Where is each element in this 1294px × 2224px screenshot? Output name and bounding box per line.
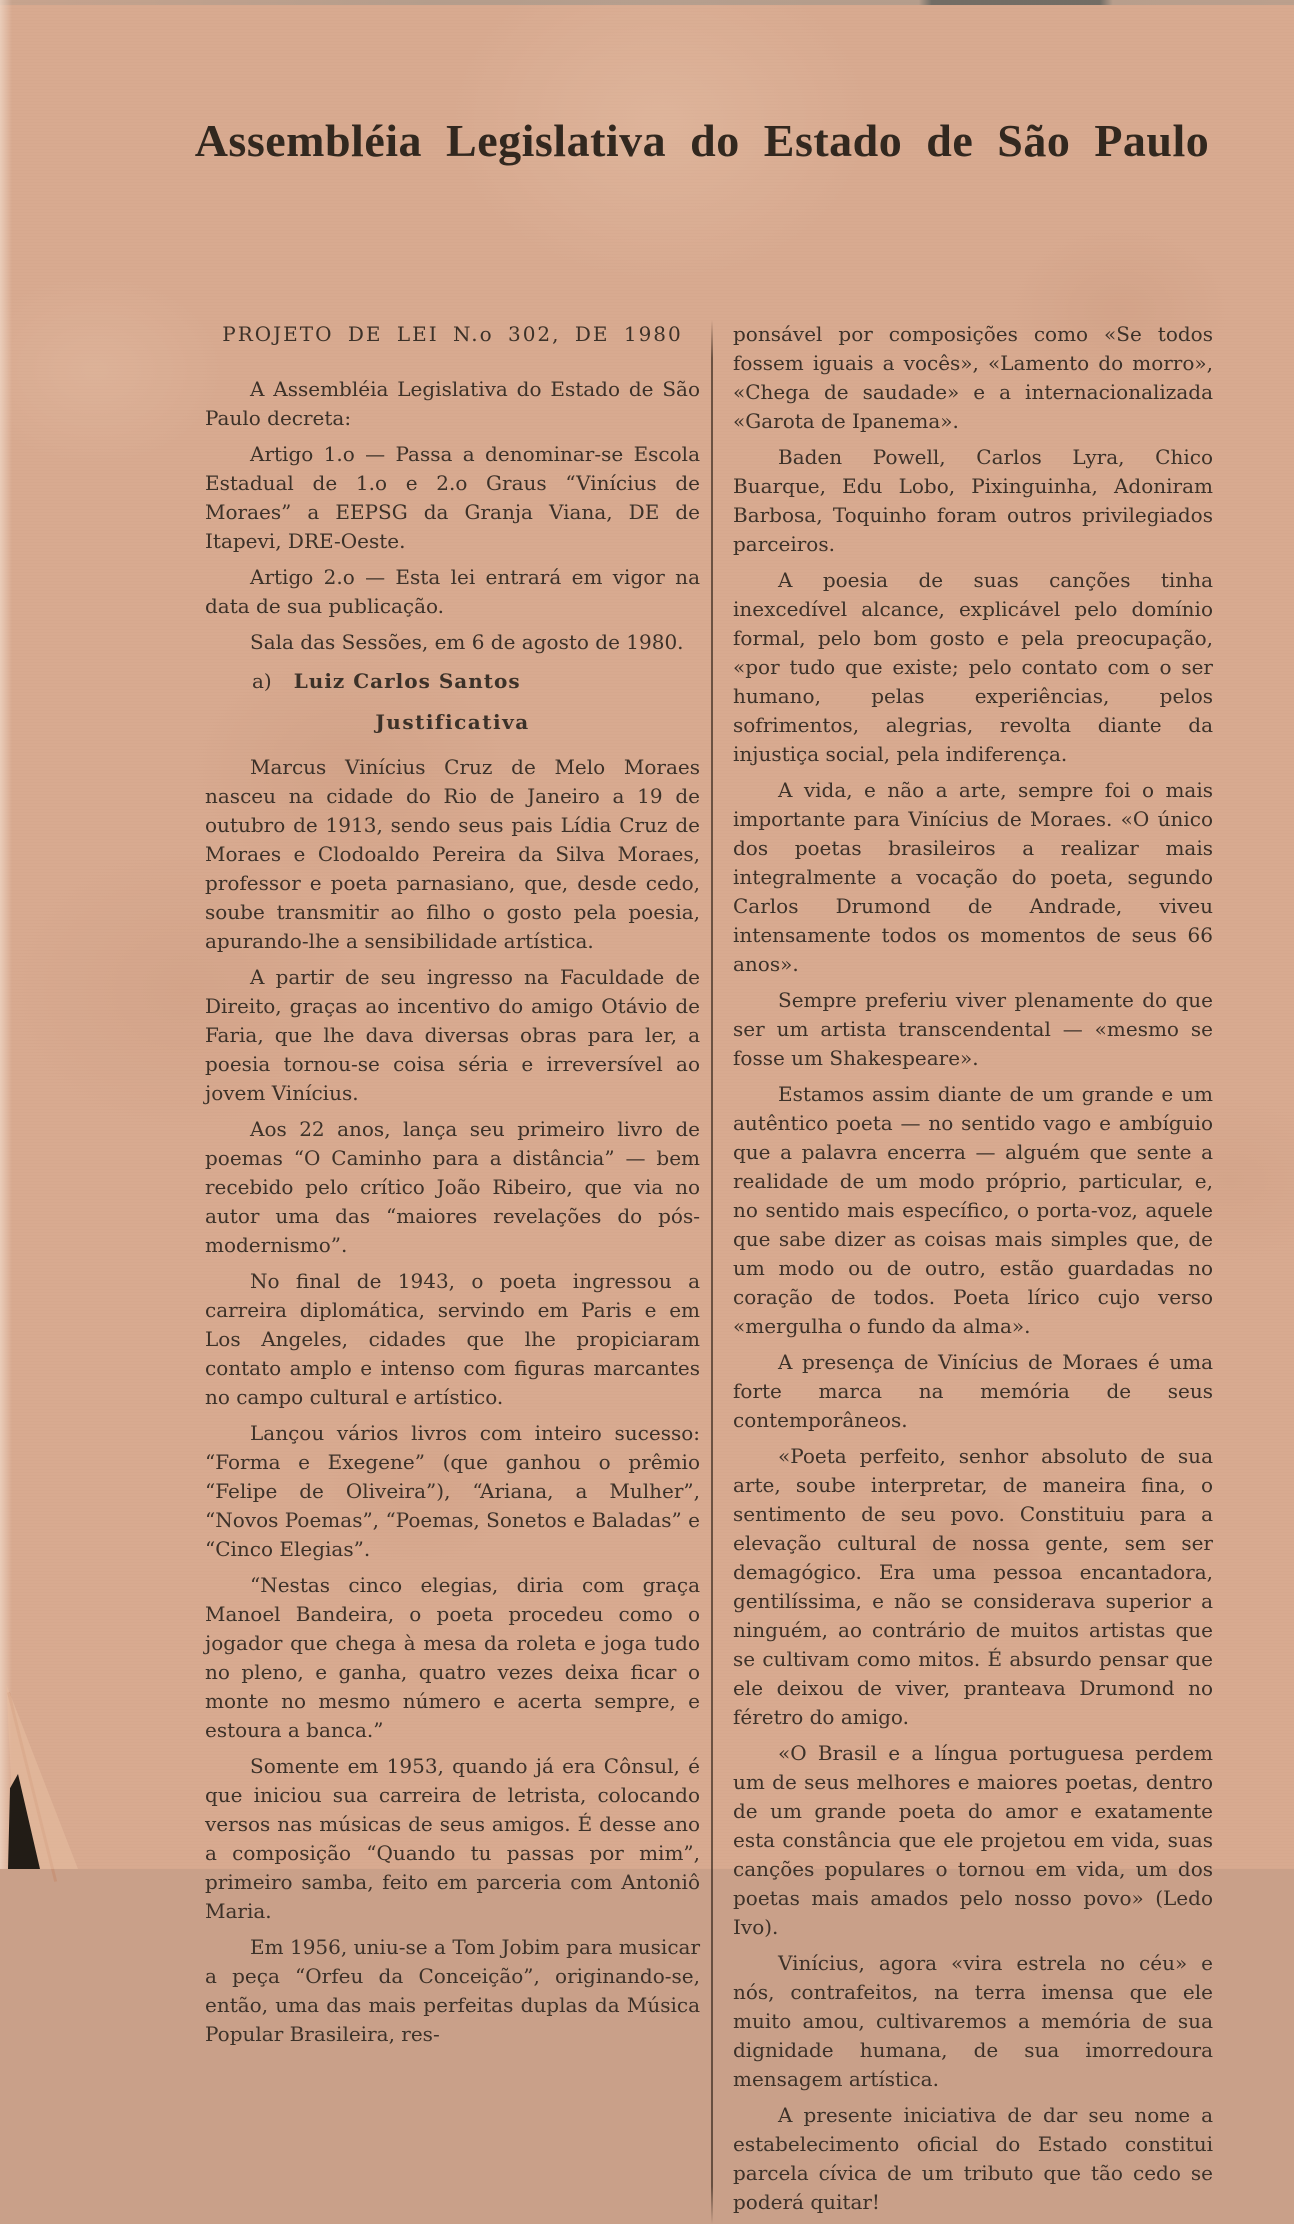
paragraph: Lançou vários livros com inteiro sucesso: “Forma e Exegene” (que ganhou o prêmio “Felipe de Oliveira”), “Ariana, a Mulher”, “Novos Poemas”, “Poemas, Sonetos e Baladas” e “Cinco Elegias”.: [205, 1419, 700, 1564]
column-divider: [711, 320, 713, 2224]
paragraph: «O Brasil e a língua portuguesa perdem um de seus melhores e maiores poetas, dentro de um grande poeta do amor e exatamente esta constância que ele projetou em vida, suas canções populares o tornou em vida, um dos poetas mais amados pelo nosso povo» (Ledo Ivo).: [733, 1739, 1213, 1942]
right-column: [733, 320, 1213, 2224]
paragraph: «Poeta perfeito, senhor absoluto de sua arte, soube interpretar, de maneira fina, o sentimento de seu povo. Constituiu para a elevação cultural de nossa gente, sem ser demagógico. Era uma pessoa encantadora, gentilíssima, e não se considerava superior a ninguém, ao contrário de muitos artistas que se cultivam como mitos. É absurdo pensar que ele deixou de viver, pranteava Drumond no féretro do amigo.: [733, 1442, 1213, 1732]
paragraph: Artigo 2.o — Esta lei entrará em vigor na data de sua publicação.: [205, 563, 700, 621]
paragraph: “Nestas cinco elegias, diria com graça Manoel Bandeira, o poeta procedeu como o jogador que chega à mesa da roleta e joga tudo no pleno, e ganha, quatro vezes deixa ficar o monte no mesmo número e acerta sempre, e estoura a banca.”: [205, 1571, 700, 1745]
signature-line: [205, 667, 700, 696]
paragraph: Sala das Sessões, em 6 de agosto de 1980.: [205, 628, 700, 657]
paragraph: Marcus Vinícius Cruz de Melo Moraes nasceu na cidade do Rio de Janeiro a 19 de outubro de 1913, sendo seus pais Lídia Cruz de Moraes e Clodoaldo Pereira da Silva Moraes, professor e poeta parnasiano, que, desde cedo, soube transmitir ao filho o gosto pela poesia, apurando-lhe a sensibilidade artística.: [205, 753, 700, 956]
paragraph: Em 1956, uniu-se a Tom Jobim para musicar a peça “Orfeu da Conceição”, originando-se, então, uma das mais perfeitas duplas da Música Popular Brasileira, res-: [205, 1933, 700, 2049]
paragraph: Baden Powell, Carlos Lyra, Chico Buarque, Edu Lobo, Pixinguinha, Adoniram Barbosa, Toquinho foram outros privilegiados parceiros.: [733, 443, 1213, 559]
article-body: [0, 320, 1294, 2224]
paragraph: ponsável por composições como «Se todos fossem iguais a vocês», «Lamento do morro», «Chega de saudade» e a internacionalizada «Garota de Ipanema».: [733, 320, 1213, 436]
paragraph: Vinícius, agora «vira estrela no céu» e nós, contrafeitos, na terra imensa que ele muito amou, cultivaremos a memória de sua dignidade humana, de sua imorredoura mensagem artística.: [733, 1949, 1213, 2094]
section-subheading: Justificativa: [205, 708, 700, 737]
paragraph: A Assembléia Legislativa do Estado de São Paulo decreta:: [205, 375, 700, 433]
paragraph: Sempre preferiu viver plenamente do que ser um artista transcendental — «mesmo se fosse um Shakespeare».: [733, 986, 1213, 1073]
document-heading: PROJETO DE LEI N.o 302, DE 1980: [205, 320, 700, 349]
page-title: Assembléia Legislativa do Estado de São Paulo: [0, 112, 1294, 170]
paragraph: Artigo 1.o — Passa a denominar-se Escola Estadual de 1.o e 2.o Graus “Vinícius de Moraes” a EEPSG da Granja Viana, DE de Itapevi, DRE-Oeste.: [205, 440, 700, 556]
paragraph: Estamos assim diante de um grande e um autêntico poeta — no sentido vago e ambíguio que a palavra encerra — alguém que sente a realidade de um modo próprio, particular, e, no sentido mais específico, o porta-voz, aquele que sabe dizer as coisas mais simples que, de um modo ou de outro, estão guardadas no coração de todos. Poeta lírico cujo verso «mergulha o fundo da alma».: [733, 1080, 1213, 1341]
paragraph: A poesia de suas canções tinha inexcedível alcance, explicável pelo domínio formal, pelo bom gosto e pela preocupação, «por tudo que existe; pelo contato com o ser humano, pelas experiências, pelos sofrimentos, alegrias, revolta diante da injustiça social, pela indiferença.: [733, 566, 1213, 769]
top-scan-edge: [0, 0, 1294, 5]
paragraph: Somente em 1953, quando já era Cônsul, é que iniciou sua carreira de letrista, colocando versos nas músicas de seus amigos. É desse ano a composição “Quando tu passas por mim”, primeiro samba, feito em parceria com Antoniô Maria.: [205, 1752, 700, 1926]
paragraph: Aos 22 anos, lança seu primeiro livro de poemas “O Caminho para a distância” — bem recebido pelo crítico João Ribeiro, que via no autor uma das “maiores revelações do pós-modernismo”.: [205, 1115, 700, 1260]
paragraph: A presença de Vinícius de Moraes é uma forte marca na memória de seus contemporâneos.: [733, 1348, 1213, 1435]
signature-name: Luiz Carlos Santos: [294, 669, 521, 693]
left-column: [205, 320, 700, 2224]
paragraph: A vida, e não a arte, sempre foi o mais importante para Vinícius de Moraes. «O único dos poetas brasileiros a realizar mais integralmente a vocação do poeta, segundo Carlos Drumond de Andrade, viveu intensamente todos os momentos de seus 66 anos».: [733, 776, 1213, 979]
signature-prefix: a): [252, 669, 272, 693]
paragraph: A partir de seu ingresso na Faculdade de Direito, graças ao incentivo do amigo Otávio de Faria, que lhe dava diversas obras para ler, a poesia tornou-se coisa séria e irreversível ao jovem Vinícius.: [205, 963, 700, 1108]
paragraph: A presente iniciativa de dar seu nome a estabelecimento oficial do Estado constitui parcela cívica de um tributo que tão cedo se poderá quitar!: [733, 2101, 1213, 2217]
paragraph: No final de 1943, o poeta ingressou a carreira diplomática, servindo em Paris e em Los Angeles, cidades que lhe propiciaram contato amplo e intenso com figuras marcantes no campo cultural e artístico.: [205, 1267, 700, 1412]
